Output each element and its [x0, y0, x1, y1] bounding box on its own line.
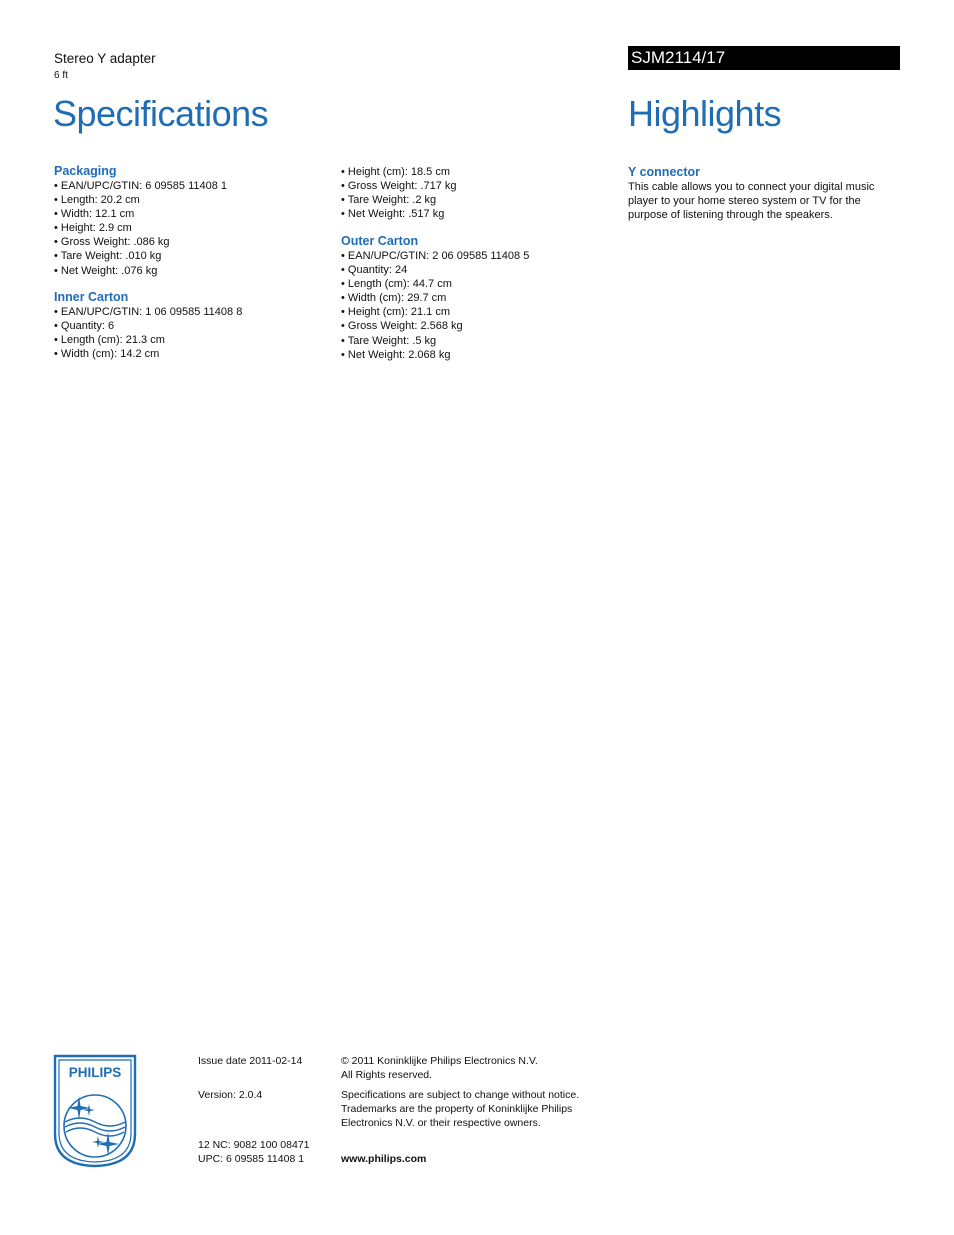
- model-number-bar: SJM2114/17: [628, 46, 900, 70]
- y-connector-heading: Y connector: [628, 165, 701, 179]
- disclaimer-line-2: Trademarks are the property of Koninklijke Philips: [341, 1103, 573, 1115]
- packaging-heading: Packaging: [54, 164, 117, 178]
- spec-item: • Tare Weight: .2 kg: [341, 193, 611, 207]
- inner-carton-list-continued: [341, 165, 611, 221]
- inner-carton-continued: [341, 165, 611, 221]
- spec-item: • Length: 20.2 cm: [54, 193, 324, 207]
- inner-carton-section: [54, 290, 324, 361]
- spec-item: • Length (cm): 44.7 cm: [341, 277, 611, 291]
- upc-code: UPC: 6 09585 11408 1: [198, 1153, 305, 1165]
- spec-item: • Gross Weight: .717 kg: [341, 179, 611, 193]
- product-name: Stereo Y adapter: [54, 51, 156, 66]
- spec-item: • Gross Weight: .086 kg: [54, 235, 324, 249]
- version: Version: 2.0.4: [198, 1089, 263, 1101]
- disclaimer-line-3: Electronics N.V. or their respective owners.: [341, 1117, 541, 1129]
- spec-item: • Net Weight: .076 kg: [54, 264, 324, 278]
- outer-carton-list: [341, 249, 611, 362]
- issue-date: Issue date 2011-02-14: [198, 1055, 303, 1067]
- specifications-title: Specifications: [53, 93, 269, 134]
- product-length: 6 ft: [54, 70, 68, 81]
- philips-wordmark: PHILIPS: [68, 1065, 122, 1080]
- spec-item: • Quantity: 24: [341, 263, 611, 277]
- copyright: © 2011 Koninklijke Philips Electronics N.V.: [341, 1055, 538, 1067]
- spec-item: • Height (cm): 18.5 cm: [341, 165, 611, 179]
- spec-item: • Width (cm): 29.7 cm: [341, 291, 611, 305]
- spec-item: • Gross Weight: 2.568 kg: [341, 319, 611, 333]
- inner-carton-heading: Inner Carton: [54, 290, 129, 304]
- spec-item: • Height (cm): 21.1 cm: [341, 305, 611, 319]
- y-connector-body: This cable allows you to connect your digital music player to your home stereo system or TV for the purpose of listening through the speakers.: [628, 181, 875, 222]
- packaging-list: [54, 179, 324, 278]
- philips-shield-logo: [53, 1054, 137, 1168]
- website-link[interactable]: www.philips.com: [341, 1153, 427, 1165]
- spec-item: • Net Weight: 2.068 kg: [341, 348, 611, 362]
- spec-item: • Tare Weight: .5 kg: [341, 334, 611, 348]
- disclaimer-line-1: Specifications are subject to change without notice.: [341, 1089, 580, 1101]
- spec-item: • Height: 2.9 cm: [54, 221, 324, 235]
- spec-item: • EAN/UPC/GTIN: 1 06 09585 11408 8: [54, 305, 324, 319]
- twelve-nc: 12 NC: 9082 100 08471: [198, 1139, 310, 1151]
- y-connector-highlight: [628, 165, 900, 222]
- rights-reserved: All Rights reserved.: [341, 1069, 433, 1081]
- highlights-title: Highlights: [628, 93, 782, 134]
- outer-carton-section: [341, 234, 611, 362]
- spec-item: • Quantity: 6: [54, 319, 324, 333]
- spec-item: • Width (cm): 14.2 cm: [54, 347, 324, 361]
- spec-item: • Net Weight: .517 kg: [341, 207, 611, 221]
- spec-item: • Width: 12.1 cm: [54, 207, 324, 221]
- spec-item: • EAN/UPC/GTIN: 6 09585 11408 1: [54, 179, 324, 193]
- spec-item: • EAN/UPC/GTIN: 2 06 09585 11408 5: [341, 249, 611, 263]
- packaging-section: [54, 164, 324, 278]
- spec-item: • Length (cm): 21.3 cm: [54, 333, 324, 347]
- outer-carton-heading: Outer Carton: [341, 234, 419, 248]
- spec-item: • Tare Weight: .010 kg: [54, 249, 324, 263]
- inner-carton-list: [54, 305, 324, 361]
